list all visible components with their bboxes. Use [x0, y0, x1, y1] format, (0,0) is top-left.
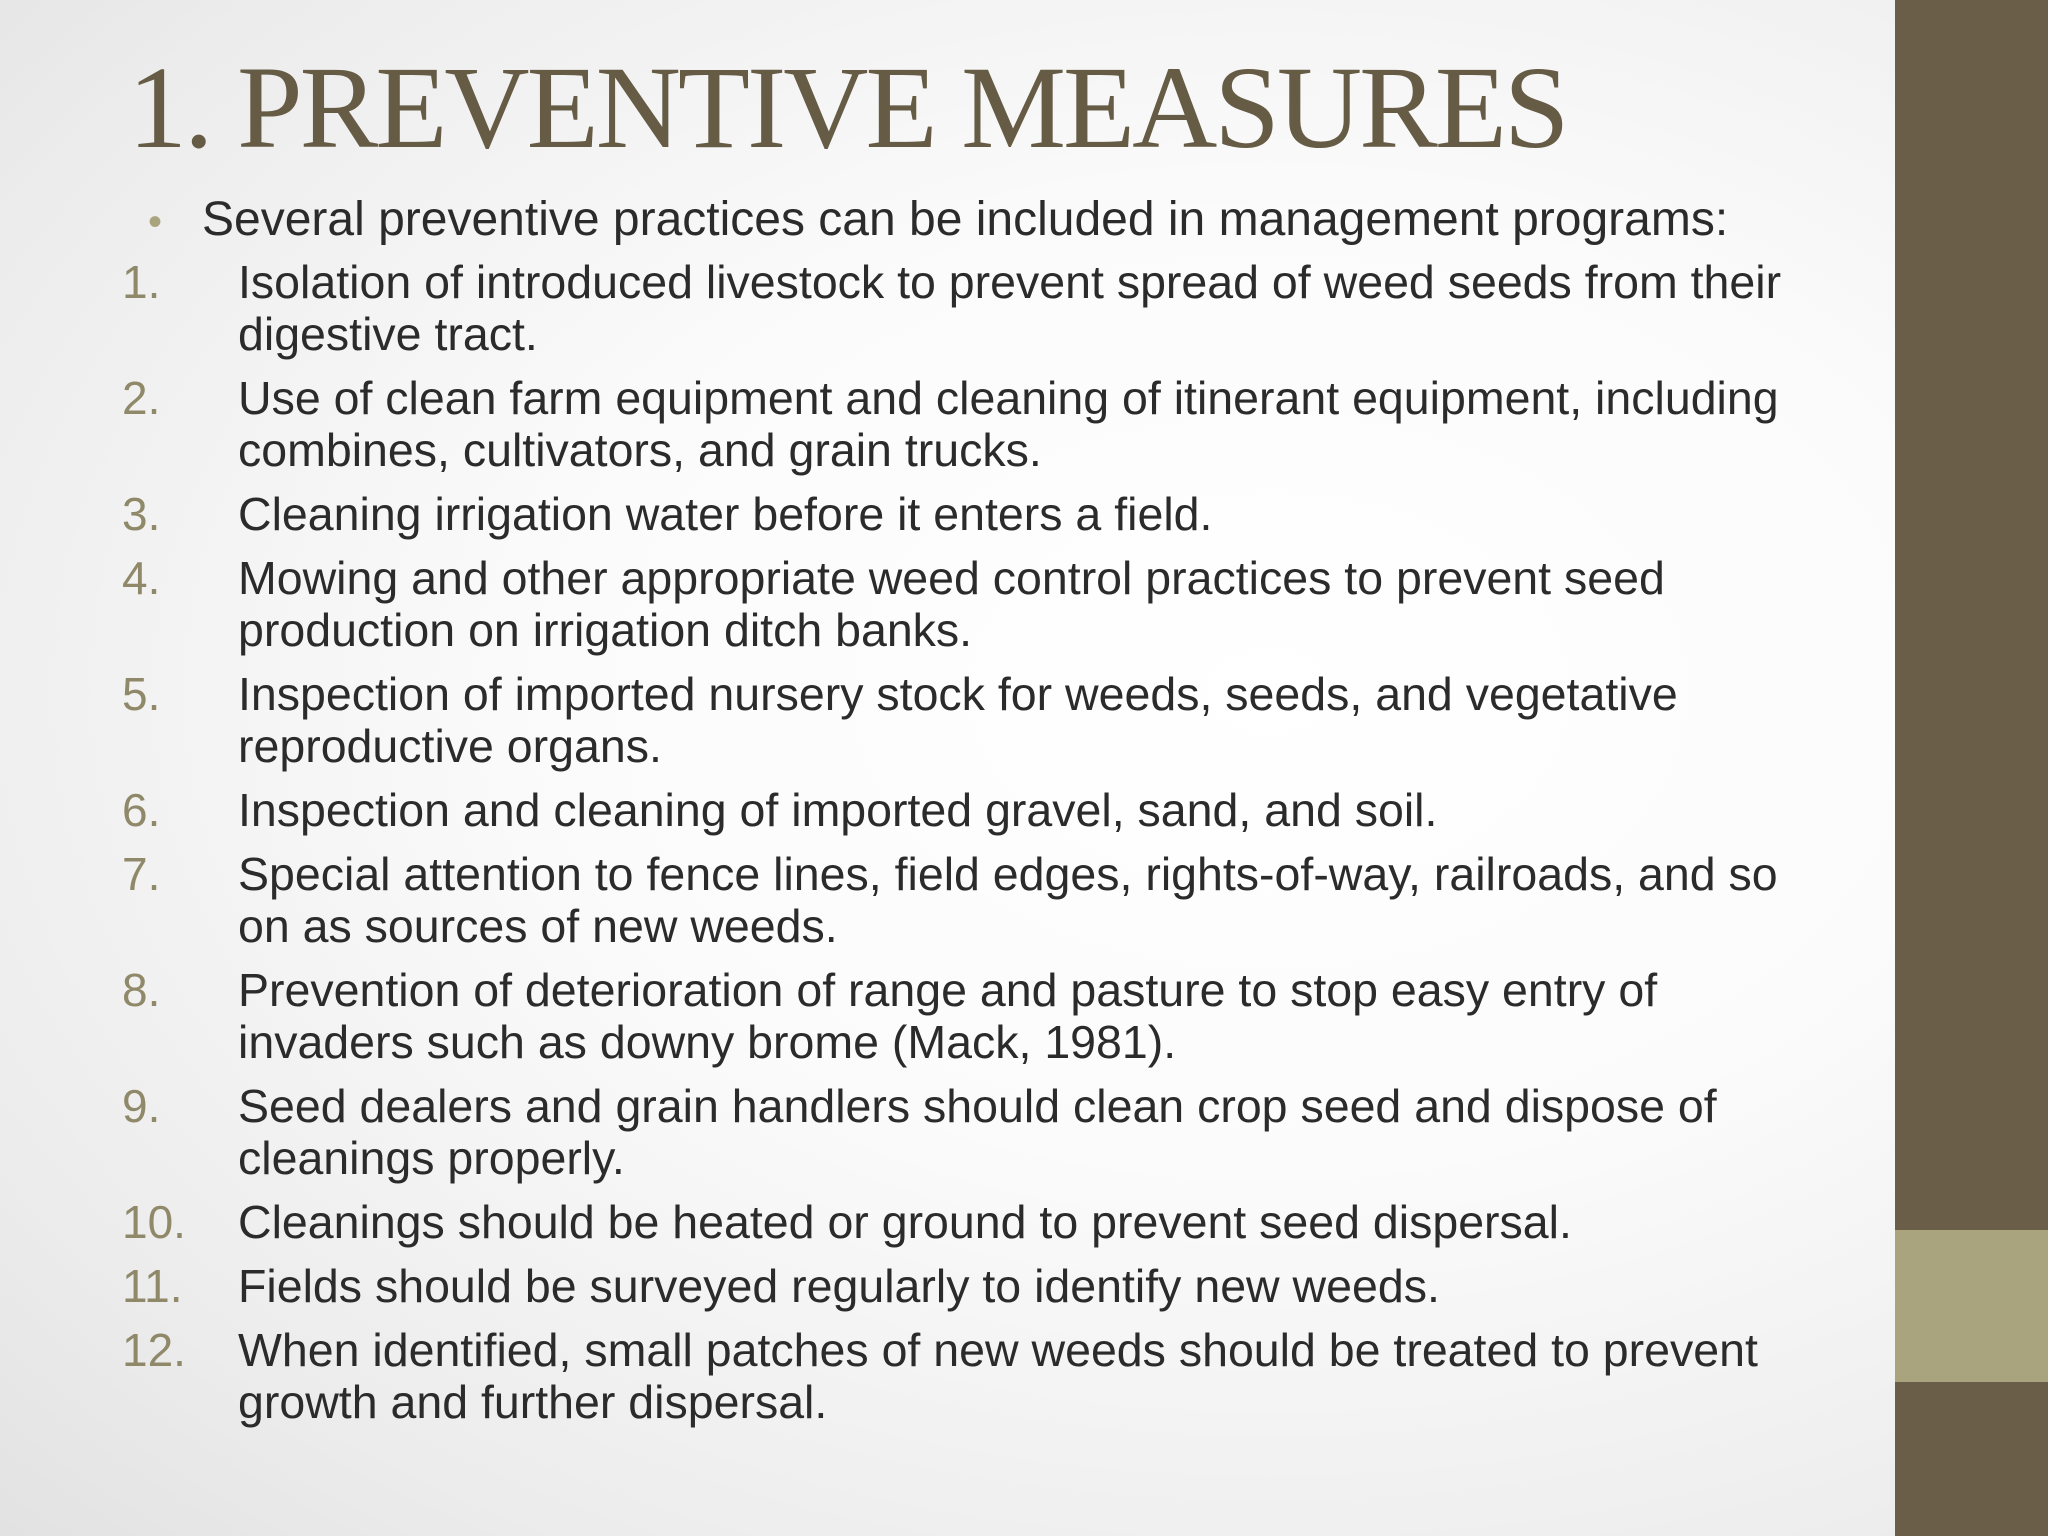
list-item [122, 1080, 1892, 1184]
bullet-dot-icon: • [148, 200, 163, 244]
item-number: 8. [122, 964, 161, 1016]
item-number: 3. [122, 488, 161, 540]
item-number: 1. [122, 256, 161, 308]
item-text [238, 1196, 1892, 1248]
slide-title: 1. PREVENTIVE MEASURES [128, 42, 1567, 173]
item-text-line: Cleaning irrigation water before it enters a field. [238, 488, 1213, 540]
item-number: 5. [122, 668, 161, 720]
item-text-line: Isolation of introduced livestock to prevent spread of weed seeds from their [238, 256, 1782, 308]
item-text [238, 552, 1892, 656]
preventive-measures-list [122, 256, 1892, 1440]
item-text [238, 964, 1892, 1068]
item-number: 9. [122, 1080, 161, 1132]
item-text-line: invaders such as downy brome (Mack, 1981). [238, 1016, 1177, 1068]
list-item [122, 256, 1892, 360]
intro-bullet [146, 194, 1728, 248]
item-text [238, 1260, 1892, 1312]
list-item [122, 1260, 1892, 1312]
item-text-line: Mowing and other appropriate weed control practices to prevent seed [238, 552, 1665, 604]
item-text [238, 1080, 1892, 1184]
list-item [122, 848, 1892, 952]
list-item [122, 488, 1892, 540]
item-text-line: cleanings properly. [238, 1132, 625, 1184]
list-item [122, 784, 1892, 836]
item-number: 12. [122, 1324, 186, 1376]
item-number: 4. [122, 552, 161, 604]
list-item [122, 372, 1892, 476]
intro-text: Several preventive practices can be included in management programs: [202, 193, 1729, 246]
item-number: 10. [122, 1196, 186, 1248]
item-text-line: Special attention to fence lines, field edges, rights-of-way, railroads, and so [238, 848, 1778, 900]
item-text-line: Inspection of imported nursery stock for weeds, seeds, and vegetative [238, 668, 1678, 720]
list-item [122, 668, 1892, 772]
item-text-line: production on irrigation ditch banks. [238, 604, 973, 656]
item-text-line: Seed dealers and grain handlers should clean crop seed and dispose of [238, 1080, 1717, 1132]
item-text [238, 784, 1892, 836]
list-item [122, 964, 1892, 1068]
item-text-line: combines, cultivators, and grain trucks. [238, 424, 1042, 476]
item-text [238, 848, 1892, 952]
item-text [238, 1324, 1892, 1428]
list-item [122, 1196, 1892, 1248]
item-text-line: Use of clean farm equipment and cleaning of itinerant equipment, including [238, 372, 1779, 424]
item-text-line: digestive tract. [238, 308, 538, 360]
item-text-line: reproductive organs. [238, 720, 662, 772]
item-number: 7. [122, 848, 161, 900]
decorative-side-bar-accent [1895, 1230, 2048, 1382]
item-text [238, 372, 1892, 476]
item-number: 2. [122, 372, 161, 424]
item-number: 11. [122, 1260, 183, 1312]
item-text-line: Inspection and cleaning of imported gravel, sand, and soil. [238, 784, 1438, 836]
item-text [238, 488, 1892, 540]
item-text-line: Fields should be surveyed regularly to identify new weeds. [238, 1260, 1440, 1312]
item-text-line: Prevention of deterioration of range and pasture to stop easy entry of [238, 964, 1658, 1016]
item-text-line: growth and further dispersal. [238, 1376, 828, 1428]
item-text [238, 256, 1892, 360]
item-number: 6. [122, 784, 161, 836]
item-text-line: When identified, small patches of new weeds should be treated to prevent [238, 1324, 1758, 1376]
list-item [122, 552, 1892, 656]
list-item [122, 1324, 1892, 1428]
item-text-line: on as sources of new weeds. [238, 900, 838, 952]
item-text [238, 668, 1892, 772]
item-text-line: Cleanings should be heated or ground to prevent seed dispersal. [238, 1196, 1572, 1248]
